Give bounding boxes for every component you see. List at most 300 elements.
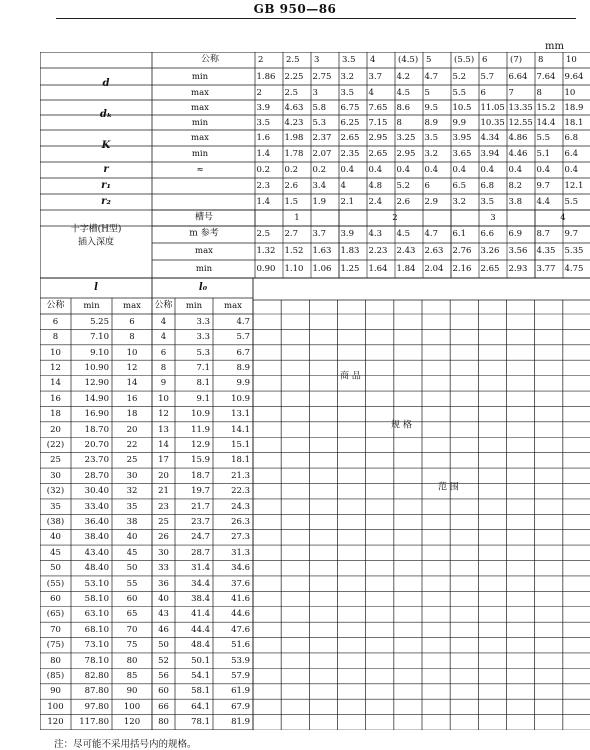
param-cell: 10.35 (480, 117, 505, 128)
length-cell: 50 (126, 562, 138, 573)
length-cell: 12.90 (84, 378, 109, 389)
size-value: 3 (314, 54, 320, 65)
param-cell: 3.95 (452, 132, 472, 143)
length-cell: 43 (158, 609, 169, 620)
param-cell: 4.4 (536, 196, 551, 207)
length-cell: 25 (158, 516, 169, 527)
length-cell: 26 (158, 532, 169, 543)
param-cell: 5.7 (480, 71, 495, 82)
length-cell: 35 (126, 501, 138, 512)
param-cell: 3.5 (340, 87, 355, 98)
length-cell: 41.4 (191, 609, 210, 620)
length-cell: 50.1 (191, 655, 210, 666)
length-col-header: 公称 (46, 300, 65, 311)
recess-min-cell: 0.90 (256, 263, 276, 274)
length-cell: 90 (126, 686, 138, 697)
param-cell: 0.4 (452, 164, 467, 175)
recess-min-cell: 1.06 (312, 263, 332, 274)
recess-min-cell: 1.84 (396, 263, 416, 274)
length-cell: 78.10 (84, 655, 109, 666)
param-cell: 1.4 (256, 148, 271, 159)
length-cell: 3.3 (196, 331, 210, 342)
length-cell: 17 (158, 455, 169, 466)
length-cell: 4 (160, 331, 167, 342)
length-cell: 8.1 (196, 378, 210, 389)
length-cell: 8 (160, 362, 167, 373)
groove-number: 2 (392, 212, 398, 223)
length-cell: 50 (158, 640, 169, 650)
length-cell: 35 (50, 501, 61, 512)
param-cell: 5.2 (452, 71, 467, 82)
length-cell: 80 (50, 655, 61, 666)
recess-max-cell: 1.83 (340, 245, 360, 256)
param-cell: 18.1 (564, 117, 584, 128)
param-subrow-label: min (191, 117, 209, 128)
m-ref-cell: 9.7 (564, 228, 579, 239)
param-cell: 2.75 (312, 71, 332, 82)
param-cell: 1.6 (256, 132, 271, 143)
length-cell: 43.40 (84, 547, 109, 558)
recess-max-cell: 5.35 (564, 245, 584, 256)
param-cell: 1.5 (284, 196, 299, 207)
param-cell: 6 (480, 87, 486, 98)
length-cell: 70 (126, 624, 138, 635)
param-subrow-label: min (191, 71, 209, 82)
param-cell: 12.1 (564, 180, 584, 191)
param-cell: 5.5 (452, 87, 467, 98)
length-cell: 40 (158, 593, 169, 604)
length-cell: 70 (50, 624, 61, 635)
length-cell: 7.1 (196, 362, 210, 373)
spec-table (40, 52, 590, 730)
length-cell: 6 (160, 347, 167, 358)
param-cell: 3.4 (312, 180, 327, 191)
length-cell: 18.70 (84, 424, 109, 435)
length-cell: 47.6 (231, 624, 250, 635)
param-cell: 13.35 (508, 102, 533, 113)
param-cell: 1.98 (284, 132, 304, 143)
size-value: 6 (482, 54, 488, 65)
length-cell: 48.40 (84, 562, 109, 573)
length-cell: 18.1 (231, 455, 250, 466)
length-cell: 50 (50, 562, 61, 573)
param-cell: 4.86 (508, 132, 528, 143)
length-cell: 21.3 (231, 470, 250, 481)
param-cell: 3.5 (480, 196, 495, 207)
length-cell: 63.10 (84, 609, 109, 620)
param-label-r2: r₂ (101, 196, 111, 207)
length-cell: 19.7 (191, 485, 210, 496)
param-cell: 2.95 (368, 132, 388, 143)
param-cell: 9.9 (452, 117, 467, 128)
length-cell: 68.10 (84, 624, 109, 635)
param-cell: 5.5 (564, 196, 579, 207)
recess-min-label: min (195, 263, 213, 274)
length-cell: 65 (126, 609, 138, 620)
param-subrow-label: max (191, 102, 209, 113)
m-ref-cell: 2.5 (256, 228, 271, 239)
length-cell: 5.25 (90, 316, 109, 327)
param-cell: 6.75 (340, 102, 360, 113)
param-cell: 3.25 (396, 132, 416, 143)
length-cell: 33.40 (84, 501, 109, 512)
length-cell: 21 (158, 485, 169, 496)
length-cell: 100 (47, 701, 64, 712)
param-cell: 0.4 (368, 164, 383, 175)
size-value: (7) (510, 54, 523, 65)
param-cell: 1.86 (256, 71, 276, 82)
param-cell: 0.4 (396, 164, 411, 175)
param-cell: 6.64 (508, 71, 528, 82)
length-cell: (38) (46, 516, 65, 527)
length-cell: 45 (50, 547, 61, 558)
recess-min-cell: 1.10 (284, 263, 304, 274)
param-cell: 3.7 (368, 71, 383, 82)
recess-min-cell: 1.25 (340, 263, 360, 274)
param-cell: 4.23 (284, 117, 304, 128)
size-header-label: 公称 (200, 54, 220, 65)
param-cell: 2.37 (312, 132, 332, 143)
m-ref-cell: 4.7 (424, 228, 439, 239)
param-cell: 2 (256, 87, 262, 98)
length-cell: 100 (123, 701, 141, 712)
param-cell: 18.9 (564, 102, 584, 113)
param-cell: 3.2 (424, 148, 439, 159)
length-cell: 57.9 (231, 670, 250, 681)
length-cell: 18 (50, 408, 61, 419)
recess-max-label: max (195, 245, 213, 256)
length-cell: 58.10 (84, 593, 109, 604)
param-cell: 1.9 (312, 196, 327, 207)
param-label-dk: dₖ (99, 109, 113, 120)
length-cell: 61.9 (231, 686, 250, 697)
size-value: 8 (538, 54, 544, 65)
length-cell: 38.40 (84, 532, 109, 543)
length-cell: 53.10 (84, 578, 109, 589)
length-cell: 85 (126, 670, 138, 681)
length-cell: 20 (50, 424, 61, 435)
length-cell: 20.70 (84, 439, 109, 450)
length-cell: 120 (123, 717, 141, 728)
size-value: (4.5) (398, 54, 419, 65)
m-ref-cell: 6.9 (508, 228, 523, 239)
length-cell: 58.1 (191, 686, 210, 697)
param-cell: 2.9 (424, 196, 439, 207)
length-cell: 10 (126, 347, 138, 358)
recess-max-cell: 2.43 (396, 245, 416, 256)
length-cell: 51.6 (231, 640, 250, 650)
param-cell: 3.8 (508, 196, 523, 207)
param-cell: 2.1 (340, 196, 355, 207)
lo-label: l₀ (198, 282, 208, 293)
length-cell: 73.10 (84, 640, 109, 650)
recess-min-cell: 4.75 (564, 263, 584, 274)
groove-number: 3 (490, 212, 496, 223)
param-cell: 0.2 (256, 164, 271, 175)
length-cell: 31.4 (191, 562, 210, 573)
length-cell: 14 (158, 439, 169, 450)
length-cell: 36 (158, 578, 169, 589)
param-cell: 4.8 (368, 180, 383, 191)
param-cell: 0.4 (508, 164, 523, 175)
length-cell: 10.90 (84, 362, 109, 373)
param-cell: 5.8 (312, 102, 327, 113)
length-cell: 80 (126, 655, 138, 666)
length-cell: 56 (158, 670, 169, 681)
length-cell: 16 (50, 393, 61, 404)
length-cell: 45 (126, 547, 138, 558)
groove-number: 1 (294, 212, 300, 223)
recess-max-cell: 1.52 (284, 245, 304, 256)
size-value: (5.5) (454, 54, 475, 65)
length-cell: 44.6 (231, 609, 250, 620)
param-cell: 5.3 (312, 117, 327, 128)
param-cell: 6.25 (340, 117, 360, 128)
length-cell: 97.80 (84, 701, 109, 712)
length-cell: 23.70 (84, 455, 109, 466)
param-cell: 8.9 (424, 117, 439, 128)
param-cell: 4 (368, 87, 374, 98)
length-cell: 6 (129, 316, 135, 327)
length-cell: 14.90 (84, 393, 109, 404)
length-cell: 6.7 (236, 347, 250, 358)
length-cell: 9.1 (196, 393, 210, 404)
recess-max-cell: 1.63 (312, 245, 332, 256)
param-cell: 6 (424, 180, 430, 191)
length-cell: 24.3 (231, 501, 250, 512)
length-cell: (75) (46, 640, 65, 650)
length-cell: (55) (46, 578, 65, 589)
length-cell: 15.9 (191, 455, 210, 466)
m-ref-cell: 4.5 (396, 228, 411, 239)
param-subrow-label: max (191, 87, 209, 98)
length-cell: 27.3 (231, 532, 250, 543)
length-cell: 67.9 (231, 701, 250, 712)
param-cell: 2.3 (256, 180, 271, 191)
length-cell: 28.70 (84, 470, 109, 481)
m-ref-cell: 8.7 (536, 228, 551, 239)
param-cell: 14.4 (536, 117, 556, 128)
length-col-header: min (83, 300, 100, 311)
length-cell: 14.1 (231, 424, 250, 435)
length-cell: 48.4 (191, 640, 210, 650)
param-cell: 10.5 (452, 102, 472, 113)
length-cell: 22 (126, 439, 138, 450)
param-cell: 2.6 (396, 196, 411, 207)
footnote: 注：尽可能不采用括号内的规格。 (54, 739, 197, 750)
length-cell: 28.7 (191, 547, 210, 558)
length-cell: 54.1 (191, 670, 210, 681)
size-value: 2 (258, 54, 264, 65)
length-cell: 14 (50, 378, 61, 389)
param-cell: 12.55 (508, 117, 533, 128)
recess-min-cell: 2.93 (508, 263, 528, 274)
length-cell: 36.40 (84, 516, 109, 527)
length-cell: (22) (46, 439, 65, 450)
param-cell: 9.5 (424, 102, 439, 113)
param-cell: 7.64 (536, 71, 556, 82)
param-cell: 3.5 (424, 132, 439, 143)
length-cell: (32) (46, 485, 65, 496)
length-cell: 40 (50, 532, 61, 543)
length-cell: 13 (158, 424, 169, 435)
param-cell: 2.07 (312, 148, 332, 159)
param-cell: 0.4 (536, 164, 551, 175)
param-cell: 2.35 (340, 148, 360, 159)
length-cell: 7.10 (90, 331, 109, 342)
length-cell: (65) (46, 609, 65, 620)
param-cell: 0.4 (480, 164, 495, 175)
length-cell: 10.9 (231, 393, 250, 404)
size-value: 10 (566, 54, 577, 65)
length-cell: 38 (126, 516, 138, 527)
length-cell: 10 (50, 347, 61, 358)
length-cell: 4 (160, 316, 167, 327)
param-cell: 15.2 (536, 102, 556, 113)
length-cell: 25 (50, 455, 61, 466)
param-cell: 3.65 (452, 148, 472, 159)
param-cell: 0.4 (424, 164, 439, 175)
length-cell: 12 (50, 362, 61, 373)
length-cell: 6 (52, 316, 59, 327)
param-cell: 2.65 (340, 132, 360, 143)
param-cell: 4.5 (396, 87, 411, 98)
param-cell: 3.5 (256, 117, 271, 128)
length-cell: 46 (158, 624, 169, 635)
length-cell: 75 (126, 640, 138, 650)
recess-max-cell: 1.32 (256, 245, 276, 256)
length-cell: 12 (126, 362, 138, 373)
param-label-r: r (103, 164, 109, 175)
length-cell: 30 (158, 547, 169, 558)
param-cell: 5.5 (536, 132, 551, 143)
length-cell: 23.7 (191, 516, 210, 527)
length-cell: 66 (158, 701, 169, 712)
length-cell: 23 (158, 501, 169, 512)
length-cell: 60 (158, 686, 169, 697)
page-title: GB 950—86 (253, 2, 337, 16)
length-cell: 14 (126, 378, 138, 389)
range-word-commodity: 商 品 (340, 371, 361, 382)
recess-min-cell: 1.64 (368, 263, 388, 274)
param-cell: 9.64 (564, 71, 584, 82)
param-cell: 0.4 (564, 164, 579, 175)
length-cell: 21.7 (191, 501, 210, 512)
param-cell: 0.4 (340, 164, 355, 175)
length-cell: 30 (50, 470, 61, 481)
param-cell: 10 (564, 87, 576, 98)
param-cell: 2.95 (396, 148, 416, 159)
length-cell: 81.9 (231, 717, 250, 728)
length-cell: 12.9 (191, 439, 210, 450)
length-cell: 120 (47, 717, 64, 728)
l-label: l (94, 282, 98, 293)
length-cell: 87.80 (84, 686, 109, 697)
insert-depth-label: 插入深度 (77, 237, 115, 248)
length-cell: 60 (126, 593, 138, 604)
param-cell: 4.34 (480, 132, 500, 143)
recess-max-cell: 2.76 (452, 245, 472, 256)
param-cell: 11.05 (480, 102, 505, 113)
length-cell: (85) (46, 670, 65, 681)
length-cell: 16.90 (84, 408, 109, 419)
length-cell: 44.4 (191, 624, 210, 635)
length-cell: 20 (126, 424, 138, 435)
m-ref-cell: 6.6 (480, 228, 495, 239)
param-cell: 7.15 (368, 117, 388, 128)
param-cell: 0.2 (312, 164, 327, 175)
length-cell: 24.7 (191, 532, 210, 543)
length-cell: 53.9 (231, 655, 250, 666)
range-word-spec: 规 格 (391, 420, 412, 431)
length-cell: 55 (126, 578, 138, 589)
param-cell: 7 (508, 87, 514, 98)
length-cell: 9 (160, 378, 167, 389)
param-cell: 5 (424, 87, 430, 98)
param-cell: 8.6 (396, 102, 411, 113)
length-cell: 15.1 (231, 439, 250, 450)
length-col-header: min (185, 300, 203, 311)
param-cell: 3 (312, 87, 318, 98)
recess-max-cell: 4.35 (536, 245, 556, 256)
size-value: 4 (370, 54, 376, 65)
param-cell: 6.8 (564, 132, 579, 143)
length-cell: 30 (126, 470, 138, 481)
title-rule (56, 18, 576, 19)
length-cell: 9.10 (90, 347, 109, 358)
param-cell: 6.5 (452, 180, 467, 191)
length-cell: 12 (158, 408, 169, 419)
param-subrow-label: ≈ (196, 164, 204, 175)
length-cell: 60 (50, 593, 61, 604)
length-cell: 82.80 (84, 670, 109, 681)
param-cell: 3.9 (256, 102, 271, 113)
length-cell: 37.6 (231, 578, 250, 589)
param-cell: 6.8 (480, 180, 495, 191)
length-cell: 3.3 (196, 316, 210, 327)
groove-number: 4 (560, 212, 566, 223)
m-ref-cell: 3.7 (312, 228, 327, 239)
param-label-d: d (102, 78, 110, 89)
length-col-header: max (224, 300, 242, 311)
length-cell: 4.7 (236, 316, 250, 327)
param-cell: 2.65 (368, 148, 388, 159)
param-cell: 2.6 (284, 180, 299, 191)
recess-max-cell: 2.23 (368, 245, 388, 256)
param-cell: 2.25 (284, 71, 304, 82)
length-cell: 64.1 (191, 701, 210, 712)
length-cell: 80 (158, 717, 169, 728)
length-cell: 11.9 (191, 424, 210, 435)
param-cell: 8 (536, 87, 542, 98)
recess-max-cell: 3.56 (508, 245, 528, 256)
length-col-header: 公称 (154, 300, 173, 311)
length-cell: 38.4 (191, 593, 210, 604)
length-cell: 34.6 (231, 562, 250, 573)
unit-label: mm (545, 41, 564, 52)
recess-min-cell: 3.77 (536, 263, 556, 274)
param-cell: 8.2 (508, 180, 523, 191)
param-cell: 4.7 (424, 71, 439, 82)
param-cell: 2.5 (284, 87, 299, 98)
length-cell: 10 (158, 393, 169, 404)
param-cell: 6.4 (564, 148, 579, 159)
size-value: 5 (426, 54, 432, 65)
param-cell: 7.65 (368, 102, 388, 113)
length-cell: 40 (126, 532, 138, 543)
recess-min-cell: 2.16 (452, 263, 472, 274)
param-cell: 3.94 (480, 148, 500, 159)
